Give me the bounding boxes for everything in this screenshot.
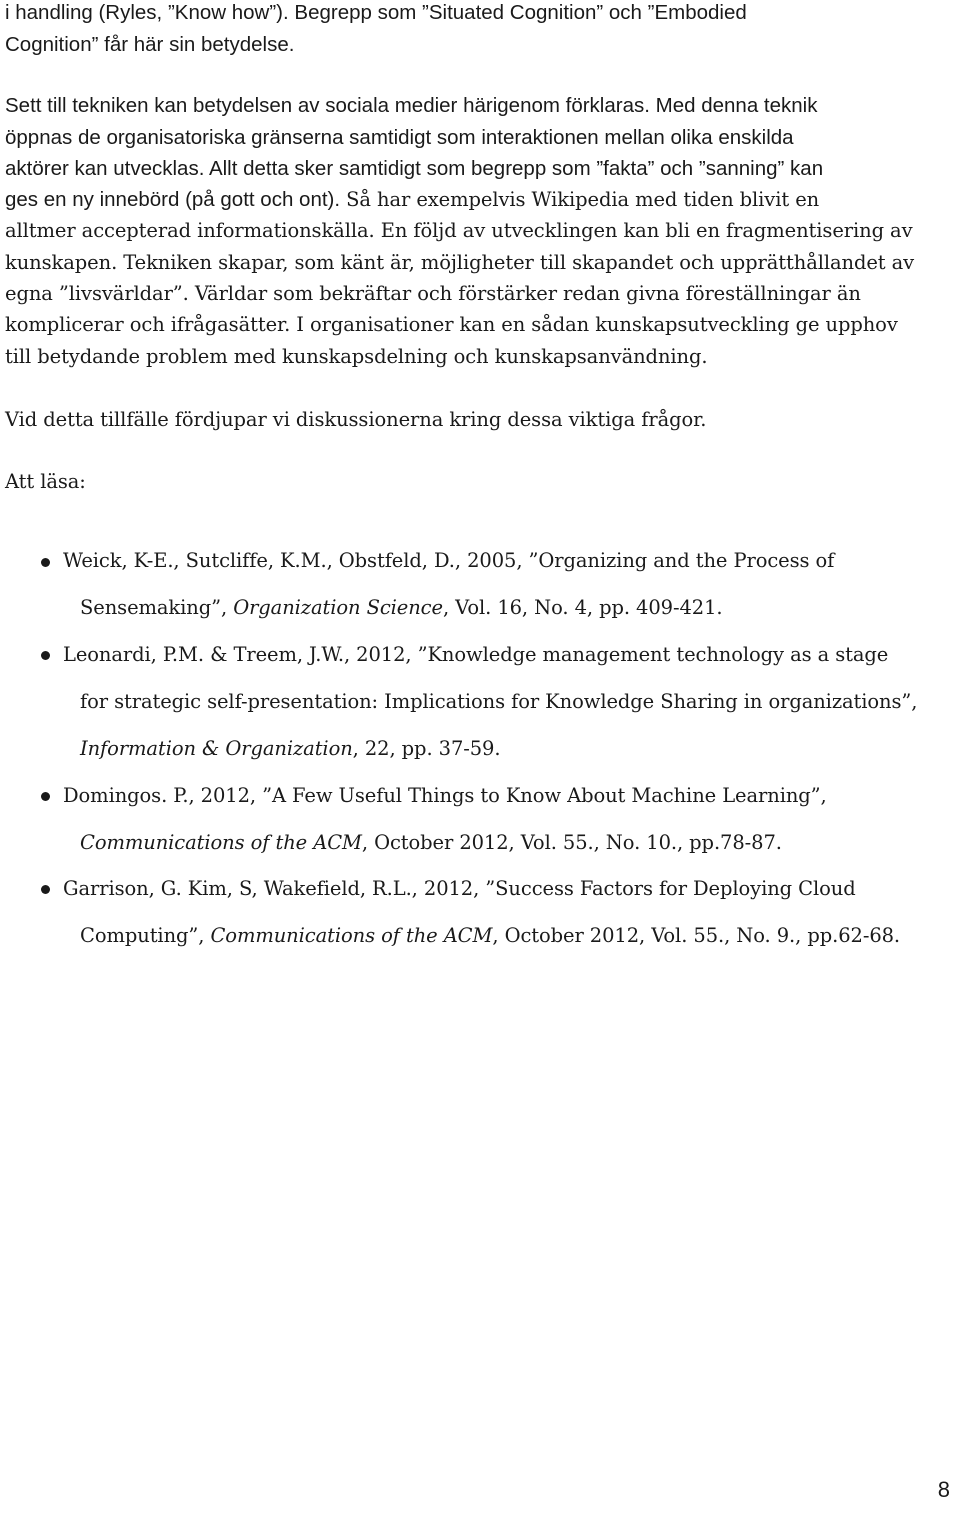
journal-title: Communications of the ACM <box>210 924 493 947</box>
reference-text: , October 2012, Vol. 55., No. 10., pp.78-87. <box>361 831 782 854</box>
paragraph-serif-segment: alltmer accepterad informationskälla. <box>5 219 375 242</box>
paragraph-line <box>5 184 819 215</box>
bullet-icon <box>41 792 50 801</box>
reference-text: , 22, pp. 37-59. <box>352 737 501 760</box>
paragraph-line: Cognition” får här sin betydelse. <box>5 33 295 56</box>
paragraph-line: Sett till tekniken kan betydelsen av sociala medier härigenom förklaras. Med denna teknik <box>5 94 818 117</box>
reference-line <box>80 827 782 858</box>
paragraph-serif-segment: En följd av utvecklingen kan bli en fragmentisering av <box>374 219 913 242</box>
bullet-icon <box>41 885 50 894</box>
reference-line: Domingos. P., 2012, ”A Few Useful Things to Know About Machine Learning”, <box>63 784 827 807</box>
reference-text: , Vol. 16, No. 4, pp. 409-421. <box>442 596 723 619</box>
paragraph-serif-segment: Så har exempelvis Wikipedia med tiden blivit en <box>340 188 820 211</box>
paragraph-line: kunskapen. Tekniken skapar, som känt är, möjligheter till skapandet och upprätthållandet av <box>5 251 915 274</box>
bullet-icon <box>41 651 50 660</box>
reading-list-heading: Att läsa: <box>5 470 86 493</box>
paragraph-sans-segment: ges en ny innebörd (på gott och ont). <box>5 188 341 211</box>
reference-line <box>80 920 900 951</box>
reference-line: Garrison, G. Kim, S, Wakefield, R.L., 2012, ”Success Factors for Deploying Cloud <box>63 877 856 900</box>
paragraph-line: i handling (Ryles, ”Know how”). Begrepp som ”Situated Cognition” och ”Embodied <box>5 1 747 24</box>
paragraph-line <box>5 215 913 246</box>
paragraph-line: till betydande problem med kunskapsdelning och kunskapsanvändning. <box>5 345 708 368</box>
reference-line <box>80 592 722 623</box>
paragraph-line: öppnas de organisatoriska gränserna samtidigt som interaktionen mellan olika enskilda <box>5 126 794 149</box>
reference-line <box>80 733 500 764</box>
reference-line: for strategic self-presentation: Implications for Knowledge Sharing in organizations”, <box>80 690 918 713</box>
page-number: 8 <box>937 1477 950 1502</box>
reference-line: Weick, K-E., Sutcliffe, K.M., Obstfeld, D., 2005, ”Organizing and the Process of <box>63 549 835 572</box>
paragraph-line: aktörer kan utvecklas. Allt detta sker samtidigt som begrepp som ”fakta” och ”sanning” kan <box>5 157 824 180</box>
reference-line: Leonardi, P.M. & Treem, J.W., 2012, ”Knowledge management technology as a stage <box>63 643 889 666</box>
paragraph-line: egna ”livsvärldar”. Världar som bekräftar och förstärker redan givna föreställningar än <box>5 282 861 305</box>
reference-text: Sensemaking”, <box>80 596 234 619</box>
closing-sentence: Vid detta tillfälle fördjupar vi diskussionerna kring dessa viktiga frågor. <box>5 408 707 431</box>
reference-text: , October 2012, Vol. 55., No. 9., pp.62-68. <box>492 924 901 947</box>
paragraph-line: komplicerar och ifrågasätter. I organisationer kan en sådan kunskapsutveckling ge upphov <box>5 313 898 336</box>
reference-text: Computing”, <box>80 924 211 947</box>
journal-title: Organization Science <box>233 596 443 619</box>
journal-title: Communications of the ACM <box>80 831 362 854</box>
bullet-icon <box>41 558 50 567</box>
journal-title: Information & Organization <box>80 737 353 760</box>
